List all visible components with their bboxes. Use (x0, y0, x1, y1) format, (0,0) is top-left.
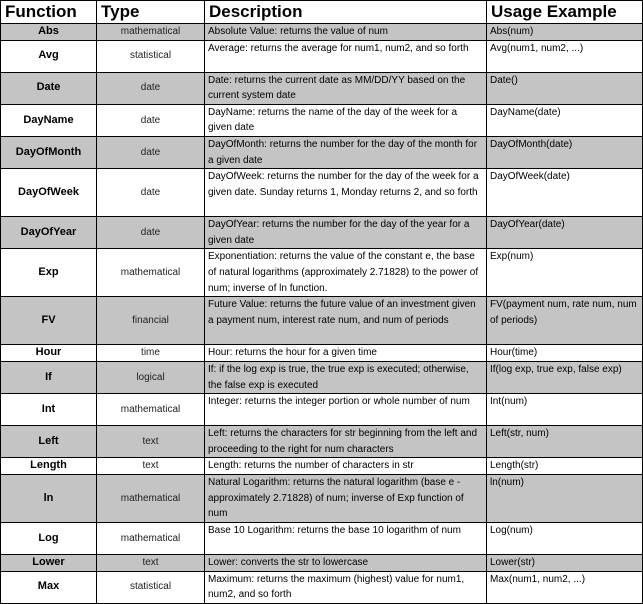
usage-cell: DayName(date) (487, 104, 643, 136)
type-cell: statistical (97, 40, 205, 72)
table-row (1, 394, 643, 426)
table-row (1, 522, 643, 554)
type-cell: date (97, 136, 205, 168)
column-header-function: Function (1, 1, 97, 24)
type-cell: text (97, 458, 205, 475)
function-cell: Left (1, 426, 97, 458)
description-cell: Lower: converts the str to lowercase (205, 554, 487, 571)
function-cell: FV (1, 297, 97, 345)
table-row (1, 249, 643, 297)
usage-cell: Hour(time) (487, 345, 643, 362)
usage-cell: Max(num1, num2, ...) (487, 571, 643, 603)
usage-cell: Length(str) (487, 458, 643, 475)
description-cell: DayOfMonth: returns the number for the day of the month for a given date (205, 136, 487, 168)
description-cell: Base 10 Logarithm: returns the base 10 logarithm of num (205, 522, 487, 554)
usage-cell: ln(num) (487, 474, 643, 522)
description-cell: Exponentiation: returns the value of the constant e, the base of natural logarithms (approximately 2.71828) to the power of num; inverse of ln function. (205, 249, 487, 297)
type-cell: date (97, 169, 205, 217)
function-cell: Int (1, 394, 97, 426)
description-cell: DayOfWeek: returns the number for the day of the week for a given date. Sunday returns 1, Monday returns 2, and so forth (205, 169, 487, 217)
type-cell: mathematical (97, 394, 205, 426)
type-cell: date (97, 104, 205, 136)
usage-cell: FV(payment num, rate num, num of periods) (487, 297, 643, 345)
description-cell: Left: returns the characters for str beginning from the left and proceeding to the right for num characters (205, 426, 487, 458)
description-cell: DayName: returns the name of the day of the week for a given date (205, 104, 487, 136)
table-row (1, 169, 643, 217)
function-cell: DayOfYear (1, 217, 97, 249)
usage-cell: DayOfWeek(date) (487, 169, 643, 217)
table-row (1, 297, 643, 345)
table-row (1, 474, 643, 522)
type-cell: text (97, 554, 205, 571)
type-cell: text (97, 426, 205, 458)
description-cell: Hour: returns the hour for a given time (205, 345, 487, 362)
table-row (1, 104, 643, 136)
table-row (1, 458, 643, 475)
description-cell: DayOfYear: returns the number for the day of the year for a given date (205, 217, 487, 249)
function-cell: ln (1, 474, 97, 522)
header-row (1, 1, 643, 24)
table-row (1, 361, 643, 393)
usage-cell: Exp(num) (487, 249, 643, 297)
type-cell: mathematical (97, 249, 205, 297)
description-cell: Average: returns the average for num1, num2, and so forth (205, 40, 487, 72)
description-cell: Length: returns the number of characters in str (205, 458, 487, 475)
table-row (1, 136, 643, 168)
type-cell: mathematical (97, 24, 205, 41)
usage-cell: Int(num) (487, 394, 643, 426)
usage-cell: Log(num) (487, 522, 643, 554)
usage-cell: Lower(str) (487, 554, 643, 571)
type-cell: financial (97, 297, 205, 345)
type-cell: date (97, 72, 205, 104)
table-row (1, 24, 643, 41)
table-row (1, 72, 643, 104)
function-cell: Lower (1, 554, 97, 571)
function-cell: Max (1, 571, 97, 603)
usage-cell: If(log exp, true exp, false exp) (487, 361, 643, 393)
type-cell: date (97, 217, 205, 249)
usage-cell: Date() (487, 72, 643, 104)
table-row (1, 554, 643, 571)
function-cell: DayOfWeek (1, 169, 97, 217)
usage-cell: Left(str, num) (487, 426, 643, 458)
usage-cell: Abs(num) (487, 24, 643, 41)
description-cell: Maximum: returns the maximum (highest) value for num1, num2, and so forth (205, 571, 487, 603)
type-cell: mathematical (97, 522, 205, 554)
function-cell: Log (1, 522, 97, 554)
usage-cell: Avg(num1, num2, ...) (487, 40, 643, 72)
usage-cell: DayOfMonth(date) (487, 136, 643, 168)
function-cell: Length (1, 458, 97, 475)
type-cell: logical (97, 361, 205, 393)
description-cell: If: if the log exp is true, the true exp is executed; otherwise, the false exp is executed (205, 361, 487, 393)
table-row (1, 40, 643, 72)
type-cell: time (97, 345, 205, 362)
column-header-description: Description (205, 1, 487, 24)
table-row (1, 571, 643, 603)
function-cell: If (1, 361, 97, 393)
description-cell: Date: returns the current date as MM/DD/YY based on the current system date (205, 72, 487, 104)
function-cell: DayOfMonth (1, 136, 97, 168)
type-cell: mathematical (97, 474, 205, 522)
description-cell: Future Value: returns the future value of an investment given a payment num, interest rate num, and num of periods (205, 297, 487, 345)
function-cell: Hour (1, 345, 97, 362)
column-header-type: Type (97, 1, 205, 24)
table-row (1, 345, 643, 362)
type-cell: statistical (97, 571, 205, 603)
function-cell: Abs (1, 24, 97, 41)
table-row (1, 217, 643, 249)
description-cell: Natural Logarithm: returns the natural logarithm (base e - approximately 2.71828) of num; inverse of Exp function of num (205, 474, 487, 522)
function-cell: Avg (1, 40, 97, 72)
function-cell: DayName (1, 104, 97, 136)
column-header-usage-example: Usage Example (487, 1, 643, 24)
usage-cell: DayOfYear(date) (487, 217, 643, 249)
function-cell: Date (1, 72, 97, 104)
function-cell: Exp (1, 249, 97, 297)
table-row (1, 426, 643, 458)
description-cell: Absolute Value: returns the value of num (205, 24, 487, 41)
description-cell: Integer: returns the integer portion or whole number of num (205, 394, 487, 426)
